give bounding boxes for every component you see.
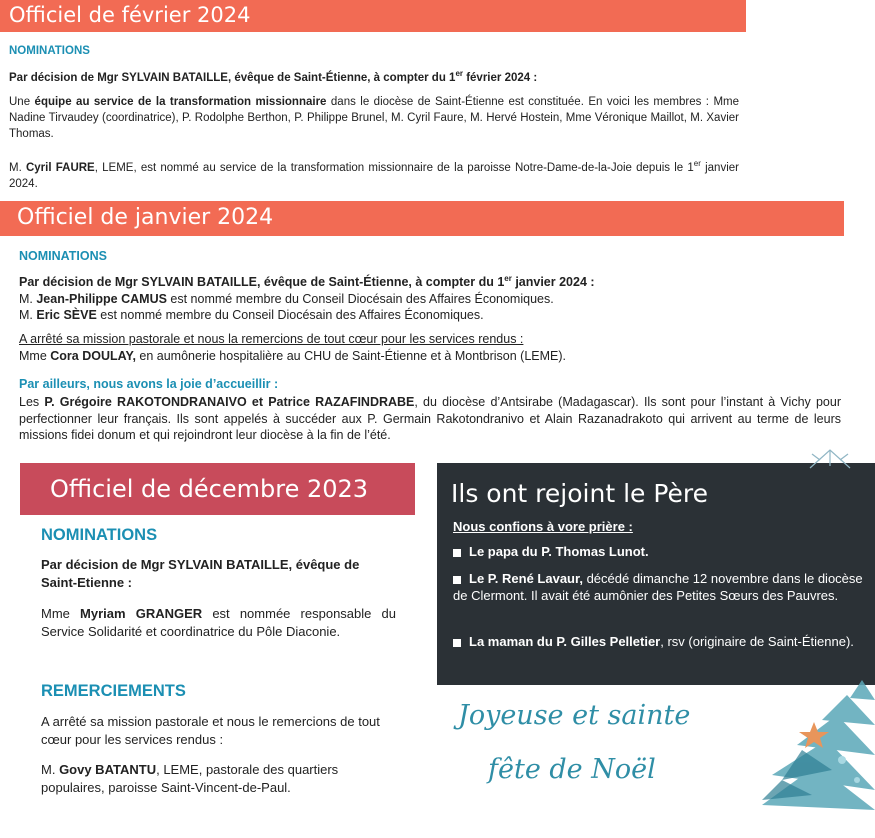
february-decision: Par décision de Mgr SYLVAIN BATAILLE, évêque de Saint-Étienne, à compter du 1er février 2024 :: [9, 69, 538, 84]
february-banner: [0, 0, 746, 32]
christmas-tree-icon: [742, 680, 875, 810]
january-banner: [0, 201, 844, 236]
december-batantu-paragraph: M. Govy BATANTU, LEME, pastorale des quartiers populaires, paroisse Saint-Vincent-de-Paul.: [41, 762, 339, 795]
february-nominations-heading: NOMINATIONS: [9, 45, 90, 57]
february-faure-paragraph: M. Cyril FAURE, LEME, est nommé au service de la transformation missionnaire de la paroisse Notre-Dame-de-la-Joie depuis le 1er janvier 2024.: [9, 159, 739, 190]
bullet-square-icon: [453, 576, 461, 584]
january-title: Officiel de janvier 2024: [17, 205, 274, 230]
december-decision: Par décision de Mgr SYLVAIN BATAILLE, évêque de Saint-Etienne :: [41, 557, 360, 590]
january-ailleurs-heading: Par ailleurs, nous avons la joie d’accueillir :: [19, 377, 279, 391]
january-decisions: [19, 271, 849, 324]
december-banner: [20, 463, 415, 515]
january-doulay-line: Mme Cora DOULAY, en aumônerie hospitalière au CHU de Saint-Étienne et à Montbrison (LEME).: [19, 348, 567, 363]
january-arrete-line: A arrêté sa mission pastorale et nous la remercions de tout cœur pour les services rendus :: [19, 332, 524, 346]
bullet-square-icon: [453, 639, 461, 647]
greeting-line-1: Joyeuse et sainte: [458, 700, 691, 731]
february-title: Officiel de février 2024: [9, 3, 251, 27]
january-camus-line: M. Jean-Philippe CAMUS est nommé membre du Conseil Diocésain des Affaires Économiques.: [19, 291, 554, 306]
bullet-square-icon: [453, 549, 461, 557]
obituary-intro: Nous confions à vore prière :: [453, 519, 633, 534]
january-decision: Par décision de Mgr SYLVAIN BATAILLE, évêque de Saint-Étienne, à compter du 1er janvier 2024 :: [19, 274, 595, 290]
greeting-line-2: fête de Noël: [488, 754, 656, 785]
january-seve-line: M. Eric SÈVE est nommé membre du Conseil Diocésain des Affaires Économiques.: [19, 308, 484, 323]
january-welcome-paragraph: Les P. Grégoire RAKOTONDRANAIVO et Patrice RAZAFINDRABE, du diocèse d’Antsirabe (Madagascar). Ils sont pour l’instant à Vichy pour perfectionner leur français. Ils sont appelés à succéder aux P. Germain Rakotondranivo et Alain Razanadrakoto qui arrivent au terme de leurs missions fidei donum et qui rejoindront leur diocèse à la fin de l’été.: [19, 395, 841, 443]
december-granger-paragraph: Mme Myriam GRANGER est nommée responsable du Service Solidarité et coordinatrice du Pôle Diaconie.: [41, 606, 397, 639]
obituary-item: La maman du P. Gilles Pelletier, rsv (originaire de Saint-Étienne).: [453, 633, 865, 650]
obituary-item: Le P. René Lavaur, décédé dimanche 12 novembre dans le diocèse de Clermont. Il avait été aumônier des Petites Sœurs des Pauvres.: [453, 571, 863, 603]
december-remerciements-heading: REMERCIEMENTS: [41, 682, 186, 700]
february-team-paragraph: Une équipe au service de la transformation missionnaire dans le diocèse de Saint-Étienne est constituée. En voici les membres : Mme Nadine Tirvaudey (coordinatrice), P. Rodolphe Berthon, P. Philippe Brunel, M. Cyril Faure, M. Hervé Hostein, Mme Véronique Maillot, M. Xavier Thomas.: [9, 96, 739, 140]
december-nominations-heading: NOMINATIONS: [41, 526, 158, 544]
january-arrete-block: [19, 331, 849, 364]
december-arrete-paragraph: A arrêté sa mission pastorale et nous le remercions de tout cœur pour les services rendus :: [41, 714, 380, 747]
obituary-title: Ils ont rejoint le Père: [451, 479, 709, 508]
january-nominations-heading: NOMINATIONS: [19, 249, 107, 263]
obituary-box: [437, 463, 875, 685]
obituary-item: Le papa du P. Thomas Lunot.: [453, 543, 865, 560]
fir-branch-icon: [800, 448, 860, 470]
december-title: Officiel de décembre 2023: [50, 475, 369, 503]
